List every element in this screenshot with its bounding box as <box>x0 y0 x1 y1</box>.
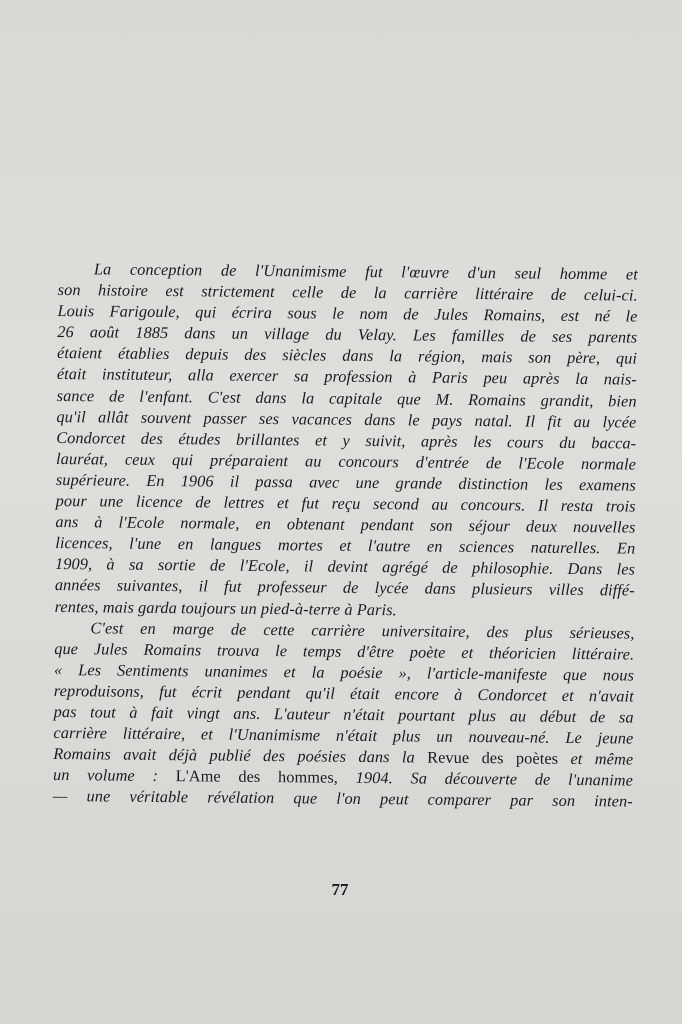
text-line: ans à l'Ecole normale, en obtenant pendant son séjour deux nouvelles <box>55 512 636 537</box>
text-line: sance de l'enfant. C'est dans la capitale que M. Romains grandit, bien <box>56 385 637 411</box>
text-line: Louis Farigoule, qui écrira sous le nom de Jules Romains, est né le <box>57 301 638 326</box>
text-run: 1904 <box>355 768 389 788</box>
text-line: étaient établies depuis des siècles dans la région, mais son père, qui <box>56 343 638 368</box>
text-line: était instituteur, alla exercer sa profession à Paris peu après la nais- <box>56 364 637 390</box>
text-line: lauréat, ceux qui préparaient au concours d'entrée de l'Ecole normale <box>55 448 637 474</box>
text-run: et même <box>558 748 634 769</box>
body-text <box>53 258 638 812</box>
text-line: pas tout à fait vingt ans. L'auteur n'était pourtant plus au début de sa <box>53 701 634 727</box>
text-line: 1909, à sa sortie de l'Ecole, il devint agrégé de philosophie. Dans les <box>54 554 636 579</box>
text-line: « Les Sentiments unanimes et la poésie », l'article-manifeste que nous <box>53 659 635 685</box>
text-line: pour une licence de lettres et fut reçu second au concours. Il resta trois <box>55 491 636 516</box>
book-title: L'Ame des hommes, <box>175 766 356 788</box>
text-line: — une véritable révélation que l'on peut comparer par son inten- <box>52 786 633 811</box>
text-line: C'est en marge de cette carrière universitaire, des plus sérieuses, <box>90 617 635 643</box>
paragraph-1 <box>55 258 638 622</box>
text-line: Condorcet des études brillantes et y suivit, après les cours du bacca- <box>56 427 637 453</box>
text-run: . Sa découverte de l'unanime <box>388 768 634 790</box>
text-line: 26 août 1885 dans un village du Velay. Les familles de ses parents <box>57 322 638 347</box>
paragraph-2 <box>53 617 635 812</box>
text-line: reproduisons, fut écrit pendant qu'il était encore à Condorcet et n'avait <box>53 680 634 706</box>
page-number: 77 <box>331 880 349 899</box>
text-line: supérieure. En 1906 il passa avec une grande distinction les examens <box>55 469 636 495</box>
text-line: que Jules Romains trouva le temps d'être poète et théoricien littéraire. <box>54 638 635 664</box>
text-line: carrière littéraire, et l'Unanimisme n'était plus un nouveau-né. Le jeune <box>53 723 634 748</box>
text-line: années suivantes, il fut professeur de lycée dans plusieurs villes diffé- <box>54 575 635 600</box>
text-line: qu'il allât souvent passer ses vacances dans le pays natal. Il fit au lycée <box>56 406 637 432</box>
text-run: Romains avait déjà publié des poésies dans la <box>53 744 428 767</box>
text-line: La conception de l'Unanimisme fut l'œuvre d'un seul homme et <box>93 259 638 284</box>
text-run: un volume : <box>52 765 176 786</box>
text-line: son histoire est strictement celle de la carrière littéraire de celui-ci. <box>57 280 638 305</box>
text-line: licences, l'une en langues mortes et l'autre en sciences naturelles. En <box>55 533 636 558</box>
text-line: rentes, mais garda toujours un pied-à-terre à Paris. <box>54 596 397 619</box>
journal-title: Revue des poètes <box>427 747 559 768</box>
